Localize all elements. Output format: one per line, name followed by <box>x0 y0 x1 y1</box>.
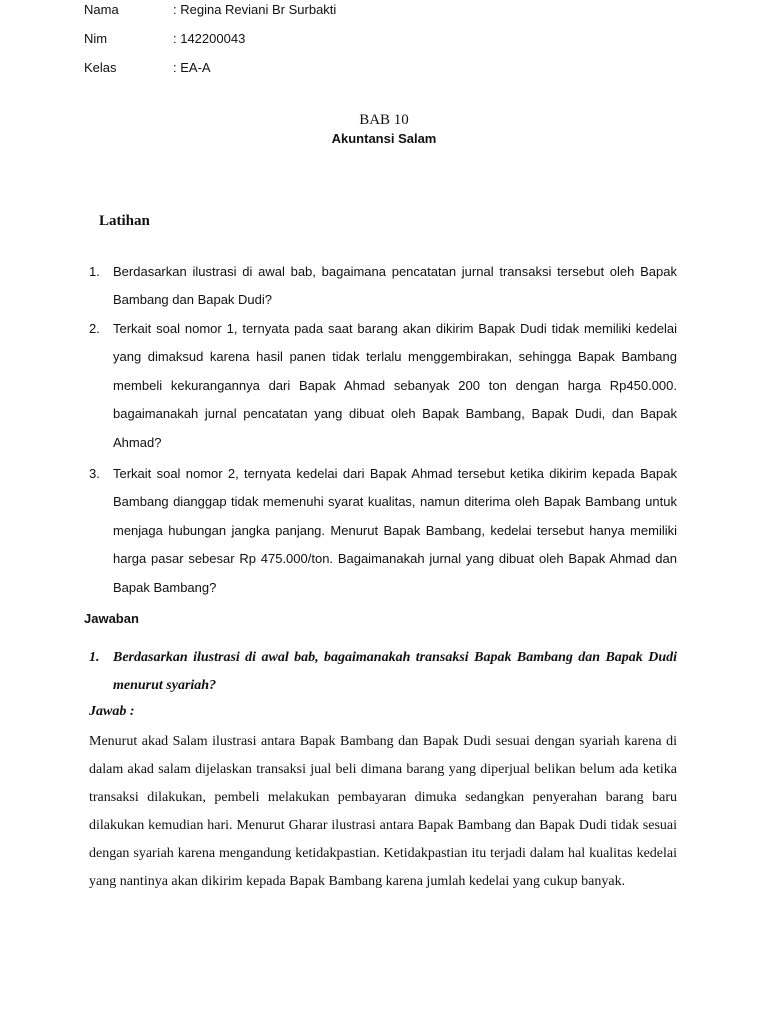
kelas-label: Kelas <box>84 60 117 75</box>
latihan-item <box>89 258 677 315</box>
nim-value: : 142200043 <box>173 31 246 46</box>
jawab-label: Jawab : <box>89 704 135 719</box>
latihan-item-number: 2. <box>89 321 100 336</box>
answer-paragraph: Menurut akad Salam ilustrasi antara Bapak Bambang dan Bapak Dudi sesuai dengan syariah karena di dalam akad salam dijelaskan transaksi jual beli dimana barang yang diperjual belikan belum ada ketika transaksi dilakukan, pembeli melakukan pembayaran dimuka sedangkan penyerahan barang baru dilakukan kemudian hari. Menurut Gharar ilustrasi antara Bapak Bambang dan Bapak Dudi tidak sesuai dengan syariah karena mengandung ketidakpastian. Ketidakpastian itu terjadi dalam hal kualitas kedelai yang nantinya akan dikirim kepada Bapak Bambang karena jumlah kedelai yang cukup banyak. <box>89 734 677 889</box>
latihan-item-number: 3. <box>89 466 100 481</box>
latihan-heading: Latihan <box>99 213 150 229</box>
jawaban-question <box>89 644 677 700</box>
nama-value: : Regina Reviani Br Surbakti <box>173 2 337 17</box>
latihan-item-text: Berdasarkan ilustrasi di awal bab, bagaimana pencatatan jurnal transaksi tersebut oleh Bapak Bambang dan Bapak Dudi? <box>113 264 677 308</box>
kelas-value: : EA-A <box>173 60 211 75</box>
chapter-title: BAB 10 <box>359 112 409 128</box>
nim-label: Nim <box>84 31 108 46</box>
nama-label: Nama <box>84 2 119 17</box>
jawaban-question-text: Berdasarkan ilustrasi di awal bab, bagaimanakah transaksi Bapak Bambang dan Bapak Dudi menurut syariah? <box>113 650 677 693</box>
chapter-subtitle: Akuntansi Salam <box>331 131 437 146</box>
latihan-item <box>89 460 677 602</box>
latihan-item-text: Terkait soal nomor 2, ternyata kedelai dari Bapak Ahmad tersebut ketika dikirim kepada Bapak Bambang dianggap tidak memenuhi syarat kualitas, namun diterima oleh Bapak Bambang untuk menjaga hubungan jangka panjang. Menurut Bapak Bambang, kedelai tersebut hanya memiliki harga pasar sebesar Rp 475.000/ton. Bagaimanakah jurnal yang dibuat oleh Bapak Ahmad dan Bapak Bambang? <box>113 466 677 595</box>
latihan-item-number: 1. <box>89 264 100 279</box>
jawaban-question-number: 1. <box>89 650 100 665</box>
latihan-item <box>89 315 677 457</box>
jawaban-heading: Jawaban <box>84 611 139 626</box>
latihan-item-text: Terkait soal nomor 1, ternyata pada saat barang akan dikirim Bapak Dudi tidak memiliki kedelai yang dimaksud karena hasil panen tidak terlalu menggembirakan, sehingga Bapak Bambang membeli kekurangannya dari Bapak Ahmad sebanyak 200 ton dengan harga Rp450.000. bagaimanakah jurnal pencatatan yang dibuat oleh Bapak Bambang, Bapak Dudi, dan Bapak Ahmad? <box>113 321 677 450</box>
